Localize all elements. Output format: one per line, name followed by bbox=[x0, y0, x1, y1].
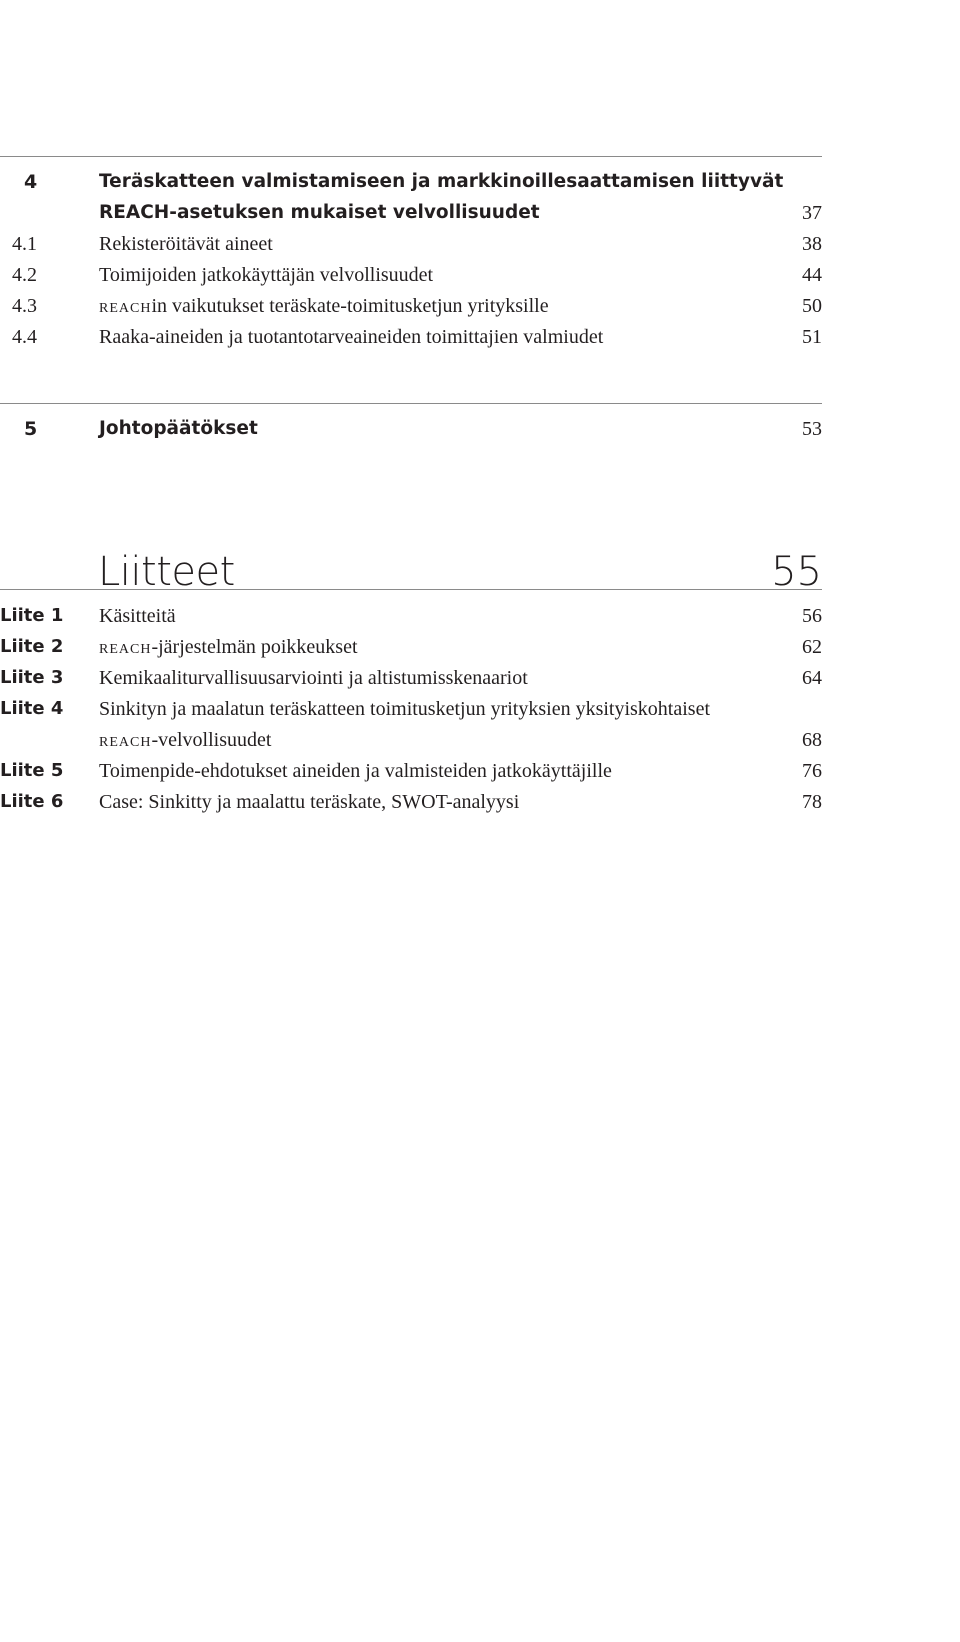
appendices-heading: Liitteet bbox=[98, 549, 235, 595]
appendix-title-text: -järjestelmän poikkeukset bbox=[151, 636, 358, 658]
reach-acronym: reach bbox=[99, 636, 152, 658]
toc-entry-liite-4[interactable] bbox=[0, 693, 822, 725]
appendix-number: Liite 6 bbox=[0, 791, 64, 812]
chapter-4-rule bbox=[0, 156, 822, 157]
toc-entry-liite-6[interactable] bbox=[0, 786, 822, 818]
toc-entry-4-1[interactable] bbox=[0, 228, 822, 260]
appendix-number: Liite 2 bbox=[0, 636, 64, 657]
toc-entry-4-4[interactable] bbox=[0, 321, 822, 353]
section-number: 4.1 bbox=[12, 233, 37, 255]
toc-entry-chapter-5[interactable] bbox=[0, 413, 822, 445]
page-number: 56 bbox=[802, 605, 822, 627]
section-title: Raaka-aineiden ja tuotantotarveaineiden toimittajien valmiudet bbox=[99, 326, 604, 348]
section-title-text: in vaikutukset teräskate-toimitusketjun yrityksille bbox=[151, 295, 549, 317]
chapter-title: Johtopäätökset bbox=[99, 418, 258, 439]
appendix-number: Liite 1 bbox=[0, 605, 64, 626]
chapter-number: 4 bbox=[24, 171, 38, 193]
page-number: 62 bbox=[802, 636, 822, 658]
page-number: 38 bbox=[802, 233, 822, 255]
appendix-title: Case: Sinkitty ja maalattu teräskate, SWOT-analyysi bbox=[99, 791, 520, 813]
toc-entry-liite-2[interactable] bbox=[0, 631, 822, 663]
page-number: 68 bbox=[802, 729, 822, 751]
section-title: Toimijoiden jatkokäyttäjän velvollisuudet bbox=[99, 264, 434, 286]
toc-entry-liite-3[interactable] bbox=[0, 662, 822, 694]
appendix-number: Liite 4 bbox=[0, 698, 64, 719]
reach-acronym: reach bbox=[99, 729, 152, 751]
chapter-title-line-1: Teräskatteen valmistamiseen ja markkinoillesaattamisen liittyvät bbox=[99, 171, 784, 192]
page-number: 78 bbox=[802, 791, 822, 813]
page-number: 64 bbox=[802, 667, 822, 689]
section-title: Rekisteröitävät aineet bbox=[99, 233, 273, 255]
chapter-number: 5 bbox=[24, 418, 38, 440]
appendices-rule bbox=[0, 589, 822, 590]
appendices-page-number: 55 bbox=[771, 549, 822, 595]
toc-entry-liite-4-continued[interactable] bbox=[0, 724, 822, 756]
toc-entry-4-2[interactable] bbox=[0, 259, 822, 291]
chapter-title-line-2: REACH-asetuksen mukaiset velvollisuudet bbox=[99, 202, 540, 223]
appendix-title: Kemikaaliturvallisuusarviointi ja altistumisskenaariot bbox=[99, 667, 528, 689]
appendix-title: Käsitteitä bbox=[99, 605, 176, 627]
page-number: 50 bbox=[802, 295, 822, 317]
reach-acronym: reach bbox=[99, 295, 152, 317]
page-number: 51 bbox=[802, 326, 822, 348]
toc-entry-chapter-4-continued[interactable] bbox=[0, 197, 822, 229]
section-number: 4.3 bbox=[12, 295, 37, 317]
section-title bbox=[99, 290, 549, 322]
page-number: 37 bbox=[802, 202, 822, 224]
appendix-title bbox=[99, 631, 358, 663]
toc-entry-liite-5[interactable] bbox=[0, 755, 822, 787]
section-number: 4.2 bbox=[12, 264, 37, 286]
toc-entry-4-3[interactable] bbox=[0, 290, 822, 322]
appendix-title-line-1: Sinkityn ja maalatun teräskatteen toimitusketjun yrityksien yksityiskohtaiset bbox=[99, 698, 711, 720]
toc-entry-liite-1[interactable] bbox=[0, 600, 822, 632]
toc-entry-chapter-4[interactable] bbox=[0, 166, 822, 198]
page-number: 44 bbox=[802, 264, 822, 286]
appendix-number: Liite 3 bbox=[0, 667, 64, 688]
page-number: 53 bbox=[802, 418, 822, 440]
appendix-title-text: -velvollisuudet bbox=[151, 729, 272, 751]
page-number: 76 bbox=[802, 760, 822, 782]
section-number: 4.4 bbox=[12, 326, 37, 348]
appendix-number: Liite 5 bbox=[0, 760, 64, 781]
appendix-title-line-2 bbox=[99, 724, 271, 756]
appendix-title: Toimenpide-ehdotukset aineiden ja valmisteiden jatkokäyttäjille bbox=[99, 760, 612, 782]
chapter-5-rule bbox=[0, 403, 822, 404]
